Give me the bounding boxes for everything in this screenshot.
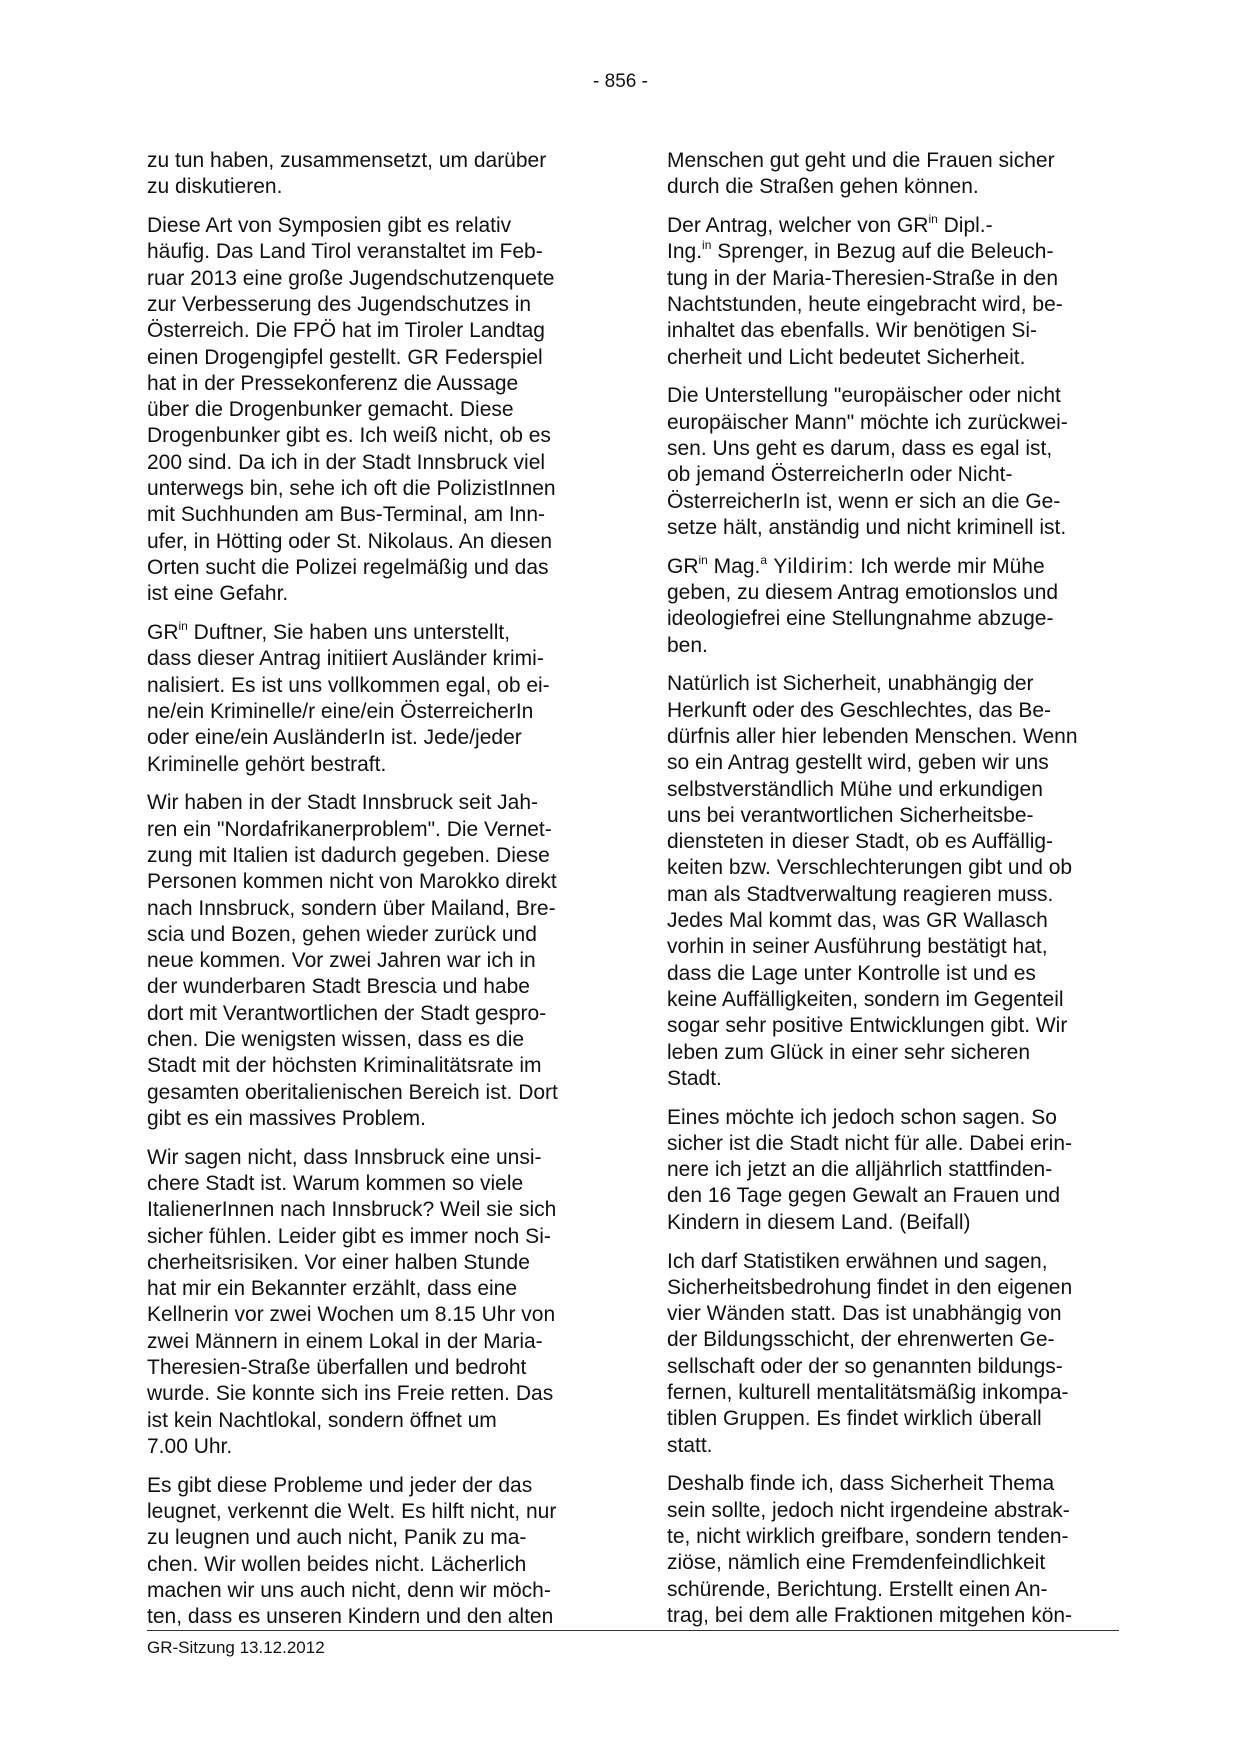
- text-line: zu tun haben, zusammensetzt, um darüber: [147, 149, 547, 172]
- paragraph: [147, 790, 602, 1132]
- text-line: ItalienerInnen nach Innsbruck? Weil sie sich: [147, 1198, 557, 1222]
- text-line: Kriminelle gehört bestraft.: [147, 752, 387, 776]
- text-line: Kellnerin vor zwei Wochen um 8.15 Uhr von: [147, 1303, 556, 1327]
- text-line: Die Unterstellung "europäischer oder nicht: [667, 384, 1061, 408]
- left-column: [147, 148, 602, 1643]
- paragraph: [667, 213, 1122, 371]
- text-line: chen. Die wenigsten wissen, dass es die: [147, 1028, 525, 1051]
- line-rest: Sprenger, in Bezug auf die Beleuch-: [711, 240, 1054, 264]
- line-rest: Ich werde mir Mühe: [854, 554, 1045, 578]
- text-line: 7.00 Uhr.: [147, 1434, 233, 1458]
- text-line: tiblen Gruppen. Es findet wirklich überall: [667, 1407, 1042, 1431]
- text-line: dürfnis aller hier lebenden Menschen. Wenn: [667, 724, 1078, 748]
- paragraph: [667, 383, 1122, 541]
- paragraph: [667, 1249, 1122, 1459]
- text-line: leben zum Glück in einer sehr sicheren: [667, 1040, 1031, 1064]
- text-line: sogar sehr positive Entwicklungen gibt. Wir: [667, 1014, 1068, 1038]
- speaker-title-suffix: in: [698, 552, 708, 567]
- text-line: ne/ein Kriminelle/r eine/ein ÖsterreicherIn: [147, 699, 534, 723]
- text-line: cherheit und Licht bedeutet Sicherheit.: [667, 345, 1026, 369]
- text-line: zu diskutieren.: [147, 175, 283, 199]
- text-line: ÖsterreicherIn ist, wenn er sich an die Ge-: [667, 489, 1061, 513]
- line-start: Ing.: [667, 240, 703, 264]
- text-line: [667, 239, 1122, 265]
- text-line: der wunderbaren Stadt Brescia und habe: [147, 975, 530, 999]
- text-line: uns bei verantwortlichen Sicherheitsbe-: [667, 803, 1034, 827]
- text-line: inhaltet das ebenfalls. Wir benötigen Si-: [667, 319, 1038, 343]
- text-line: ten, dass es unseren Kindern und den alten: [147, 1605, 554, 1629]
- text-line: man als Stadtverwaltung reagieren muss.: [667, 882, 1054, 906]
- text-line: so ein Antrag gestellt wird, geben wir uns: [667, 751, 1049, 775]
- speaker-name: Yildirim:: [767, 554, 855, 578]
- text-line: sen. Uns geht es darum, dass es egal ist,: [667, 436, 1053, 460]
- text-line: scia und Bozen, gehen wieder zurück und: [147, 922, 537, 946]
- text-line: Orten sucht die Polizei regelmäßig und das: [147, 555, 549, 579]
- text-line: nalisiert. Es ist uns vollkommen egal, ob ei-: [147, 673, 550, 697]
- text-line: [667, 554, 1122, 580]
- text-line: Stadt.: [667, 1066, 722, 1090]
- line-rest: , Sie haben uns unterstellt,: [261, 621, 511, 645]
- text-line: den 16 Tage gegen Gewalt an Frauen und: [667, 1184, 1061, 1208]
- text-line: cherheitsrisiken. Vor einer halben Stunde: [147, 1250, 530, 1274]
- text-line: oder eine/ein AusländerIn ist. Jede/jeder: [147, 726, 522, 750]
- text-line: Nachtstunden, heute eingebracht wird, be-: [667, 292, 1063, 316]
- text-line: mit Suchhunden am Bus-Terminal, am Inn-: [147, 503, 546, 527]
- text-line: Stadt mit der höchsten Kriminalitätsrate im: [147, 1054, 542, 1078]
- text-line: Personen kommen nicht von Marokko direkt: [147, 870, 557, 894]
- text-line: Sicherheitsbedrohung findet in den eigenen: [667, 1275, 1073, 1299]
- text-line: Diese Art von Symposien gibt es relativ: [147, 214, 512, 238]
- text-line: ufer, in Hötting oder St. Nikolaus. An diesen: [147, 529, 553, 553]
- speaker-title-suffix: in: [928, 212, 938, 227]
- text-line: Theresien-Straße überfallen und bedroht: [147, 1356, 527, 1380]
- paragraph: [147, 1473, 602, 1631]
- text-line: nere ich jetzt an die alljährlich stattfinden-: [667, 1158, 1053, 1182]
- text-line: über die Drogenbunker gemacht. Diese: [147, 398, 514, 422]
- text-line: dort mit Verantwortlichen der Stadt gespro-: [147, 1001, 547, 1025]
- text-line: sicher ist die Stadt nicht für alle. Dabei erin-: [667, 1131, 1073, 1155]
- text-line: häufig. Das Land Tirol veranstaltet im Feb-: [147, 240, 543, 264]
- text-line: Drogenbunker gibt es. Ich weiß nicht, ob es: [147, 424, 551, 448]
- text-line: ben.: [667, 633, 708, 657]
- text-line: ideologiefrei eine Stellungnahme abzuge-: [667, 607, 1054, 631]
- text-line: zur Verbesserung des Jugendschutzes in: [147, 292, 532, 316]
- text-line: [147, 620, 602, 646]
- speaker-title-suffix: in: [702, 238, 712, 253]
- speaker-name: Duftner: [187, 621, 262, 645]
- text-line: sicher fühlen. Leider gibt es immer noch Si-: [147, 1224, 551, 1248]
- text-line: vier Wänden statt. Das ist unabhängig von: [667, 1302, 1062, 1326]
- text-line: Menschen gut geht und die Frauen sicher: [667, 149, 1055, 172]
- text-line: fernen, kulturell mentalitätsmäßig inkompa-: [667, 1381, 1069, 1405]
- text-line: wurde. Sie konnte sich ins Freie retten. Das: [147, 1382, 554, 1406]
- speaker-prefix: GR: [667, 554, 699, 578]
- text-line: selbstverständlich Mühe und erkundigen: [667, 777, 1043, 801]
- text-line: leugnet, verkennt die Welt. Es hilft nicht, nur: [147, 1500, 557, 1524]
- text-line: Es gibt diese Probleme und jeder der das: [147, 1473, 533, 1497]
- text-line: ist kein Nachtlokal, sondern öffnet um: [147, 1408, 497, 1432]
- footer-session-date: GR-Sitzung 13.12.2012: [147, 1638, 325, 1657]
- text-line: schürende, Berichtung. Erstellt einen An-: [667, 1577, 1048, 1601]
- text-line: te, nicht wirklich greifbare, sondern tenden-: [667, 1525, 1069, 1549]
- paragraph: [147, 1145, 602, 1461]
- text-line: geben, zu diesem Antrag emotionslos und: [667, 580, 1059, 604]
- paragraph: [667, 148, 1122, 201]
- text-line: europäischer Mann" möchte ich zurückwei-: [667, 410, 1068, 434]
- text-line: setze hält, anständig und nicht kriminell ist.: [667, 515, 1067, 539]
- text-line: Kindern in diesem Land. (Beifall): [667, 1210, 971, 1234]
- text-line: keiten bzw. Verschlechterungen gibt und ob: [667, 856, 1073, 880]
- text-line: zu leugnen und auch nicht, Panik zu ma-: [147, 1526, 527, 1550]
- text-line: ren ein "Nordafrikanerproblem". Die Vernet-: [147, 817, 552, 841]
- text-line: unterwegs bin, sehe ich oft die PolizistInnen: [147, 477, 556, 501]
- text-line: [667, 213, 1122, 239]
- text-line: chere Stadt ist. Warum kommen so viele: [147, 1171, 524, 1195]
- paragraph: [667, 554, 1122, 659]
- text-line: trag, bei dem alle Fraktionen mitgehen kön-: [667, 1603, 1073, 1627]
- text-line: keine Auffälligkeiten, sondern im Gegenteil: [667, 987, 1064, 1011]
- text-line: hat in der Pressekonferenz die Aussage: [147, 371, 519, 395]
- speaker-degree: Mag.: [707, 554, 761, 578]
- text-line: machen wir uns auch nicht, denn wir möch-: [147, 1578, 551, 1602]
- paragraph: [147, 148, 602, 201]
- text-line: statt.: [667, 1433, 713, 1457]
- speaker-title-suffix: in: [178, 619, 188, 634]
- paragraph: [667, 671, 1122, 1092]
- text-line: dass dieser Antrag initiiert Ausländer krimi-: [147, 647, 544, 671]
- text-line: sein sollte, jedoch nicht irgendeine abstrak-: [667, 1498, 1070, 1522]
- text-line: Deshalb finde ich, dass Sicherheit Thema: [667, 1472, 1055, 1496]
- text-line: neue kommen. Vor zwei Jahren war ich in: [147, 949, 536, 973]
- speaker-prefix: GR: [147, 621, 179, 645]
- text-line: Ich darf Statistiken erwähnen und sagen,: [667, 1249, 1048, 1273]
- paragraph: [147, 620, 602, 778]
- text-line: dass die Lage unter Kontrolle ist und es: [667, 961, 1036, 985]
- line-rest: Dipl.-: [937, 214, 993, 238]
- paragraph: [147, 213, 602, 607]
- text-line: Jedes Mal kommt das, was GR Wallasch: [667, 909, 1048, 933]
- text-line: Herkunft oder des Geschlechtes, das Be-: [667, 698, 1052, 722]
- speaker-degree-suffix: a: [760, 552, 768, 567]
- footer-divider: [147, 1630, 1119, 1631]
- text-line: zwei Männern in einem Lokal in der Maria-: [147, 1329, 543, 1353]
- text-line: hat mir ein Bekannter erzählt, dass eine: [147, 1277, 518, 1301]
- paragraph: [667, 1471, 1122, 1629]
- right-column: [667, 148, 1122, 1642]
- text-line: zung mit Italien ist dadurch gegeben. Diese: [147, 843, 550, 867]
- text-line: Natürlich ist Sicherheit, unabhängig der: [667, 672, 1034, 696]
- text-line: gesamten oberitalienischen Bereich ist. Dort: [147, 1080, 558, 1104]
- text-line: vorhin in seiner Ausführung bestätigt hat,: [667, 935, 1048, 959]
- text-line: Wir sagen nicht, dass Innsbruck eine unsi-: [147, 1145, 542, 1169]
- text-line: sellschaft oder der so genannten bildungs-: [667, 1354, 1063, 1378]
- text-line: tung in der Maria-Theresien-Straße in den: [667, 266, 1059, 290]
- text-line: nach Innsbruck, sondern über Mailand, Bre-: [147, 896, 556, 920]
- text-line: durch die Straßen gehen können.: [667, 175, 979, 199]
- text-line: der Bildungsschicht, der ehrenwerten Ge-: [667, 1328, 1055, 1352]
- text-line: 200 sind. Da ich in der Stadt Innsbruck viel: [147, 450, 546, 474]
- line-start: Der Antrag, welcher von GR: [667, 214, 929, 238]
- paragraph: [667, 1105, 1122, 1236]
- text-line: Wir haben in der Stadt Innsbruck seit Jah-: [147, 791, 539, 815]
- text-line: diensteten in dieser Stadt, ob es Auffällig-: [667, 830, 1054, 854]
- text-line: ziöse, nämlich eine Fremdenfeindlichkeit: [667, 1551, 1046, 1575]
- text-line: einen Drogengipfel gestellt. GR Federspiel: [147, 345, 543, 369]
- text-line: Eines möchte ich jedoch schon sagen. So: [667, 1105, 1057, 1129]
- page-number: - 856 -: [593, 71, 648, 92]
- text-line: ruar 2013 eine große Jugendschutzenquete: [147, 266, 555, 290]
- text-line: chen. Wir wollen beides nicht. Lächerlich: [147, 1552, 527, 1576]
- text-line: ist eine Gefahr.: [147, 582, 289, 606]
- text-line: gibt es ein massives Problem.: [147, 1106, 426, 1130]
- text-line: Österreich. Die FPÖ hat im Tiroler Landtag: [147, 319, 545, 343]
- text-line: ob jemand ÖsterreicherIn oder Nicht-: [667, 463, 1013, 487]
